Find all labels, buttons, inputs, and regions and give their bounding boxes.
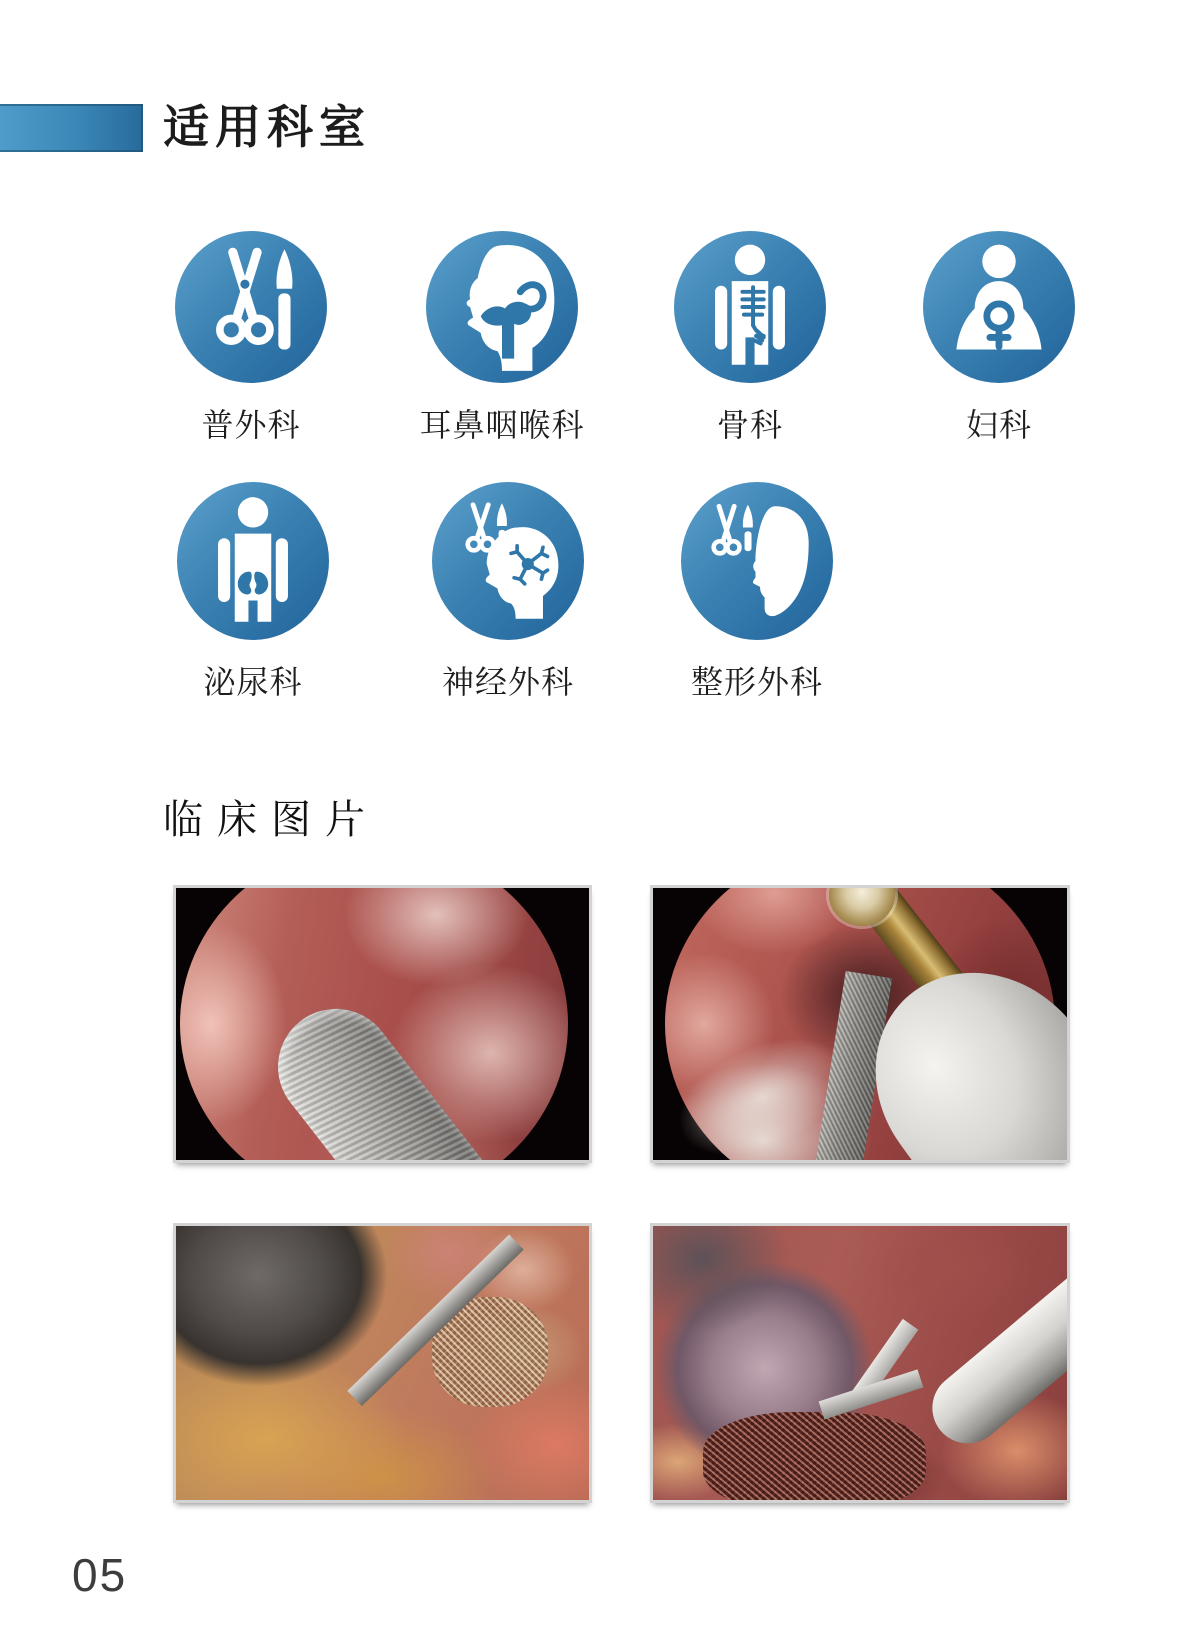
department-label: 耳鼻咽喉科 [419,407,585,443]
department-item-urology [133,482,373,700]
section-title-clinical: 临床图片 [163,798,379,842]
department-label: 普外科 [201,407,301,443]
department-item-neurosurgery [388,482,628,700]
stapler-instrument [918,1250,1070,1459]
clinical-photo-endoscopy-shaver [173,885,592,1163]
department-label: 妇科 [965,407,1032,443]
endoscope-circular-view [665,885,1054,1163]
department-label: 泌尿科 [203,664,303,700]
clinical-photo-laparoscopy-dissection [173,1223,592,1503]
shaver-instrument [255,986,540,1163]
clinical-photo-laparoscopy-stapler [650,1223,1070,1503]
section-title-departments: 适用科室 [163,101,371,153]
department-item-gynecology [879,231,1119,443]
clinical-photo-endoscopy-burr [650,885,1070,1163]
header-accent-bar [0,104,143,152]
department-item-plastic-surgery [637,482,877,700]
face-profile-icon [681,482,833,640]
department-item-ent [382,231,622,443]
department-item-orthopedics [630,231,870,443]
department-label: 骨科 [716,407,783,443]
department-item-general-surgery [131,231,371,443]
surgical-mesh [703,1412,927,1503]
department-label: 神经外科 [441,664,574,700]
department-label: 整形外科 [690,664,823,700]
kidney-body-icon [177,482,329,640]
endoscope-circular-view [180,885,568,1163]
female-figure-icon [923,231,1075,383]
scissors-scalpel-icon [175,231,327,383]
skeleton-body-icon [674,231,826,383]
neuron-head-icon [432,482,584,640]
page-number: 05 [72,1549,128,1601]
ent-head-icon [426,231,578,383]
